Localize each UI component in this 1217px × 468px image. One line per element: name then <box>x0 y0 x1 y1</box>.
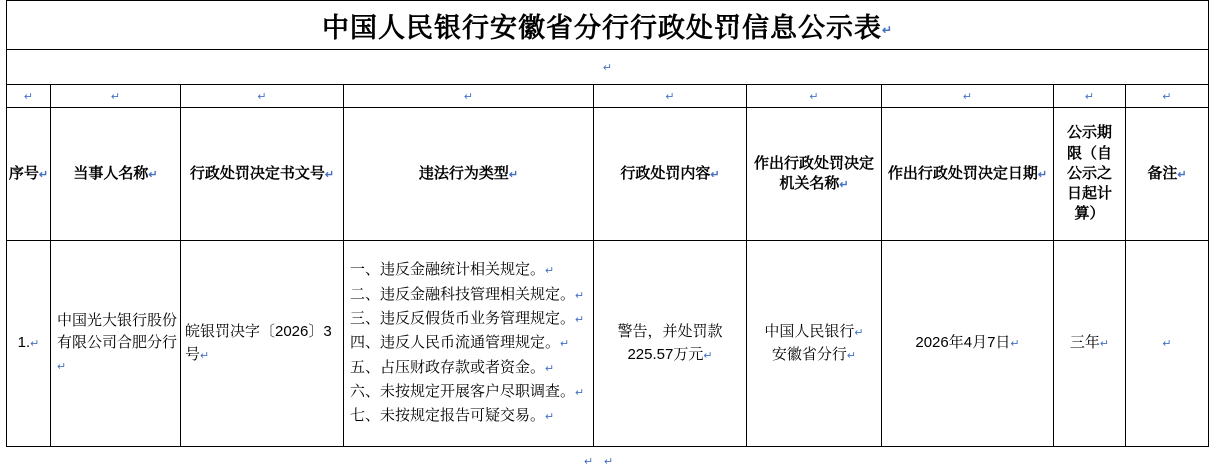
paragraph-mark-icon: ↵ <box>257 91 267 103</box>
paragraph-mark-icon: ↵ <box>1177 168 1187 181</box>
marker-cell-5 <box>594 85 747 108</box>
spacer-row <box>7 50 1209 85</box>
paragraph-mark-icon: ↵ <box>324 168 335 181</box>
penalty-disclosure-table <box>6 0 1209 447</box>
table-row <box>7 241 1209 447</box>
marker-cell-1 <box>7 85 51 108</box>
violation-item: 三、违反反假货币业务管理规定。 <box>350 310 576 328</box>
paragraph-mark-icon: ↵ <box>200 349 210 362</box>
cell-text-line: 中国人民银行 <box>764 323 855 340</box>
page-title <box>7 6 1208 45</box>
paragraph-mark-icon: ↵ <box>545 411 555 424</box>
violation-item: 二、违反金融科技管理相关规定。 <box>350 285 576 303</box>
paragraph-mark-icon: ↵ <box>508 168 519 181</box>
paragraph-mark-icon: ↵ <box>545 265 555 278</box>
cell-text-line: 安徽省分行 <box>771 345 847 363</box>
column-header-decision-no <box>181 108 344 241</box>
cell-text-line: 中国光大银行股份 <box>57 311 178 329</box>
column-header-text-line: 算） <box>1074 205 1105 223</box>
violation-item: 四、违反人民币流通管理规定。 <box>350 334 561 352</box>
page-top-border <box>6 0 1208 1</box>
bottom-paragraph-marks <box>0 455 1217 468</box>
cell-penalty-content <box>594 241 747 447</box>
paragraph-mark-icon: ↵ <box>604 456 614 468</box>
paragraph-mark-icon: ↵ <box>665 91 675 103</box>
document-title-cell <box>7 1 1209 50</box>
column-header-text: 作出行政处罚决定日期 <box>887 164 1038 182</box>
paragraph-mark-icon: ↵ <box>110 91 121 103</box>
column-header-party-name <box>51 108 181 241</box>
violation-item: 五、占压财政存款或者资金。 <box>350 358 546 376</box>
paragraph-mark-icon: ↵ <box>1084 91 1095 103</box>
paragraph-mark-icon: ↵ <box>839 179 849 191</box>
column-header-text: 当事人名称 <box>73 164 149 182</box>
marker-cell-4 <box>344 85 594 108</box>
paragraph-mark-icon: ↵ <box>463 91 474 103</box>
column-header-text-line: 日起计 <box>1066 185 1112 203</box>
paragraph-mark-icon: ↵ <box>1010 338 1020 351</box>
cell-org-name <box>747 241 882 447</box>
paragraph-mark-icon: ↵ <box>560 338 570 351</box>
table-header-row <box>7 108 1209 241</box>
paragraph-mark-icon: ↵ <box>575 386 585 399</box>
paragraph-mark-icon: ↵ <box>584 456 594 468</box>
column-marker-row <box>7 85 1209 108</box>
cell-no <box>7 241 51 447</box>
cell-remark <box>1126 241 1209 447</box>
column-header-text: 违法行为类型 <box>418 164 509 182</box>
paragraph-mark-icon: ↵ <box>575 289 585 302</box>
paragraph-mark-icon: ↵ <box>23 91 34 103</box>
marker-cell-6 <box>747 85 882 108</box>
paragraph-mark-icon: ↵ <box>846 349 857 362</box>
paragraph-mark-icon: ↵ <box>881 22 894 37</box>
cell-public-period <box>1054 241 1126 447</box>
paragraph-mark-icon: ↵ <box>962 91 973 103</box>
cell-decision-date <box>882 241 1054 447</box>
cell-party-name <box>51 241 181 447</box>
paragraph-mark-icon: ↵ <box>148 168 158 181</box>
column-header-text-line: 作出行政处罚决定 <box>753 154 874 172</box>
paragraph-mark-icon: ↵ <box>1037 168 1048 181</box>
title-row <box>7 1 1209 50</box>
marker-cell-9 <box>1126 85 1209 108</box>
cell-violation-type <box>344 241 594 447</box>
paragraph-mark-icon: ↵ <box>1162 91 1172 103</box>
paragraph-mark-icon: ↵ <box>602 62 613 74</box>
cell-text-line: 皖银罚决字〔2026〕3 <box>185 323 332 340</box>
marker-cell-2 <box>51 85 181 108</box>
column-header-text: 备注 <box>1147 164 1178 182</box>
column-header-text-line: 机关名称 <box>779 175 840 192</box>
paragraph-mark-icon: ↵ <box>1162 338 1172 351</box>
column-header-remark <box>1126 108 1209 241</box>
paragraph-mark-icon: ↵ <box>57 360 67 373</box>
cell-decision-no <box>181 241 344 447</box>
column-header-text-line: 限（自 <box>1066 144 1112 162</box>
column-header-violation-type <box>344 108 594 241</box>
paragraph-mark-icon: ↵ <box>809 91 819 103</box>
marker-cell-8 <box>1054 85 1126 108</box>
column-header-text: 行政处罚内容 <box>620 164 711 182</box>
cell-text-line: 有限公司合肥分行 <box>57 334 178 352</box>
column-header-text-line: 公示之 <box>1066 164 1112 182</box>
column-header-text: 序号 <box>8 164 39 182</box>
paragraph-mark-icon: ↵ <box>575 314 585 327</box>
column-header-no <box>7 108 51 241</box>
column-header-org-name <box>747 108 882 241</box>
paragraph-mark-icon: ↵ <box>38 168 49 181</box>
violation-item: 七、未按规定报告可疑交易。 <box>350 407 546 425</box>
column-header-text-line: 公示期 <box>1066 124 1112 142</box>
violation-list <box>344 258 593 428</box>
paragraph-mark-icon: ↵ <box>1099 338 1110 351</box>
paragraph-mark-icon: ↵ <box>30 338 40 351</box>
column-header-penalty-content <box>594 108 747 241</box>
cell-text: 2026年4月7日 <box>915 334 1011 352</box>
cell-text-line: 号 <box>185 345 201 363</box>
cell-text-line: 警告，并处罚款 <box>617 323 723 340</box>
cell-text: 三年 <box>1069 334 1100 352</box>
marker-cell-3 <box>181 85 344 108</box>
paragraph-mark-icon: ↵ <box>545 362 555 375</box>
cell-text-line: 225.57万元 <box>627 345 704 363</box>
violation-item: 六、未按规定开展客户尽职调查。 <box>350 382 576 400</box>
column-header-text: 行政处罚决定书文号 <box>189 164 325 182</box>
paragraph-mark-icon: ↵ <box>703 349 713 362</box>
title-text: 中国人民银行安徽省分行行政处罚信息公示表 <box>321 12 882 43</box>
column-header-decision-date <box>882 108 1054 241</box>
violation-item: 一、违反金融统计相关规定。 <box>350 261 546 279</box>
paragraph-mark-icon: ↵ <box>854 327 864 339</box>
paragraph-mark-icon: ↵ <box>710 168 720 181</box>
cell-text: 1. <box>17 334 31 352</box>
marker-cell-7 <box>882 85 1054 108</box>
column-header-public-period <box>1054 108 1126 241</box>
spacer-cell <box>7 50 1209 85</box>
